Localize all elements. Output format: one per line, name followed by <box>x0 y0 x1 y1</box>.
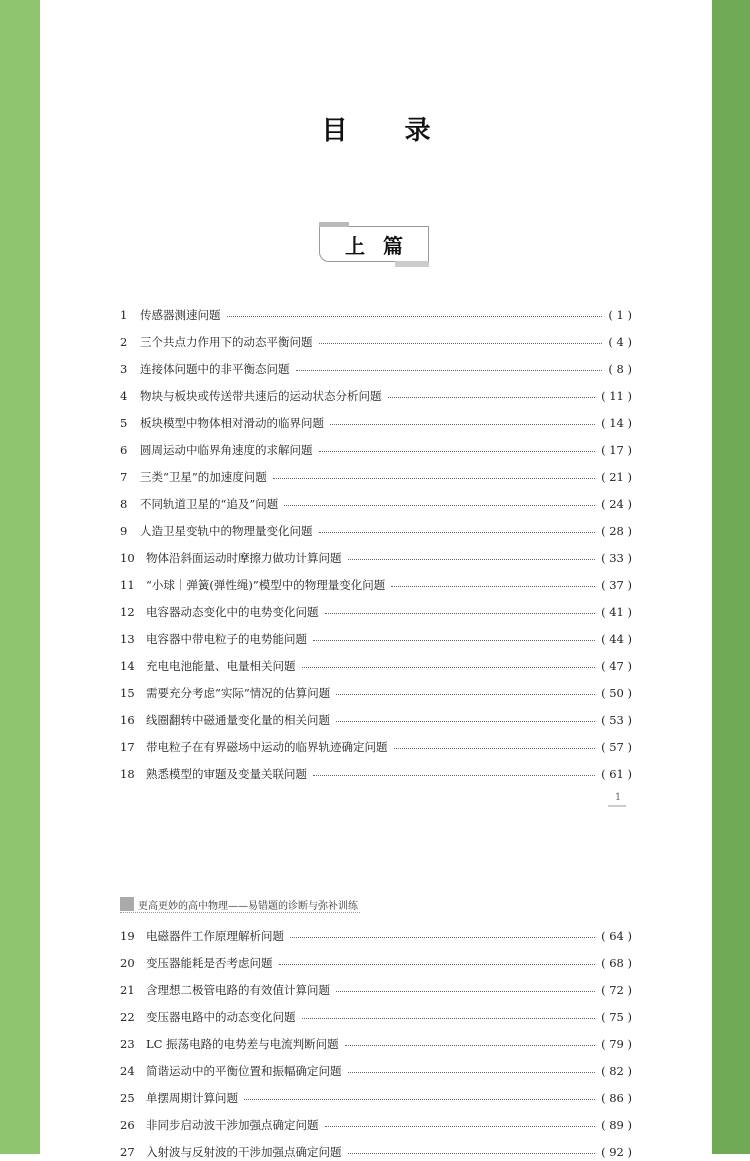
toc-entry-page: ( 92 ) <box>601 1145 632 1159</box>
page-number: 1 <box>614 792 622 803</box>
toc-entry-number: 15 <box>120 686 135 700</box>
toc-entry[interactable] <box>120 657 632 675</box>
toc-entry[interactable] <box>120 1116 632 1134</box>
toc-leader-dots <box>325 612 596 614</box>
toc-entry-number: 1 <box>120 308 128 322</box>
toc-leader-dots <box>244 1098 595 1100</box>
toc-leader-dots <box>319 450 596 452</box>
toc-leader-dots <box>290 936 595 938</box>
toc-entry-title: 圆周运动中临界角速度的求解问题 <box>140 443 313 457</box>
toc-entry-number: 16 <box>120 713 135 727</box>
toc-entry-page: ( 8 ) <box>608 362 632 376</box>
toc-entry-page: ( 89 ) <box>601 1118 632 1132</box>
toc-entry[interactable] <box>120 954 632 972</box>
toc-entry-number: 13 <box>120 632 135 646</box>
toc-entry[interactable] <box>120 630 632 648</box>
toc-entry-page: ( 37 ) <box>601 578 632 592</box>
toc-entry-number: 12 <box>120 605 135 619</box>
right-green-margin <box>712 0 750 1154</box>
toc-entry-title: 不同轨道卫星的“追及”问题 <box>140 497 279 511</box>
toc-entry-title: 变压器能耗是否考虑问题 <box>146 956 273 970</box>
toc-entry-title: 熟悉模型的审题及变量关联问题 <box>146 767 307 781</box>
toc-entry[interactable] <box>120 981 632 999</box>
toc-entry-page: ( 1 ) <box>608 308 632 322</box>
section-heading-label: 上篇 <box>345 233 421 258</box>
toc-entry-title: 需要充分考虑“实际”情况的估算问题 <box>146 686 331 700</box>
running-header-text: 更高更妙的高中物理——易错题的诊断与弥补训练 <box>138 900 358 912</box>
toc-leader-dots <box>279 963 596 965</box>
toc-entry-title: 变压器电路中的动态变化问题 <box>146 1010 296 1024</box>
toc-entry-page: ( 4 ) <box>608 335 632 349</box>
toc-entry-number: 14 <box>120 659 135 673</box>
toc-entry-title: 单摆周期计算问题 <box>146 1091 238 1105</box>
toc-entry-title: LC 振荡电路的电势差与电流判断问题 <box>146 1037 339 1051</box>
toc-entry-title: “小球｜弹簧(弹性绳)”模型中的物理量变化问题 <box>146 578 386 592</box>
toc-entry-page: ( 24 ) <box>601 497 632 511</box>
toc-entry-page: ( 82 ) <box>601 1064 632 1078</box>
toc-entry-page: ( 53 ) <box>601 713 632 727</box>
toc-entry-number: 11 <box>120 578 135 592</box>
toc-entry-page: ( 41 ) <box>601 605 632 619</box>
toc-leader-dots <box>348 558 596 560</box>
toc-entry-page: ( 72 ) <box>601 983 632 997</box>
toc-entry-page: ( 86 ) <box>601 1091 632 1105</box>
toc-entry-title: 线圈翻转中磁通量变化量的相关问题 <box>146 713 330 727</box>
toc-entry[interactable] <box>120 711 632 729</box>
toc-entry-title: 电磁器件工作原理解析问题 <box>146 929 284 943</box>
toc-entry-number: 21 <box>120 983 135 997</box>
toc-leader-dots <box>319 342 603 344</box>
toc-entry-page: ( 21 ) <box>601 470 632 484</box>
toc-leader-dots <box>302 666 596 668</box>
toc-entry-number: 3 <box>120 362 128 376</box>
toc-entry-number: 23 <box>120 1037 135 1051</box>
toc-entry-page: ( 50 ) <box>601 686 632 700</box>
toc-entry-number: 22 <box>120 1010 135 1024</box>
toc-entry[interactable] <box>120 549 632 567</box>
toc-entry-title: 电容器中带电粒子的电势能问题 <box>146 632 307 646</box>
toc-leader-dots <box>388 396 596 398</box>
toc-entry-page: ( 44 ) <box>601 632 632 646</box>
running-header <box>120 896 358 912</box>
toc-entry-page: ( 33 ) <box>601 551 632 565</box>
toc-entry-page: ( 75 ) <box>601 1010 632 1024</box>
toc-entry-number: 2 <box>120 335 128 349</box>
toc-entry-title: 物体沿斜面运动时摩擦力做功计算问题 <box>146 551 342 565</box>
toc-entry[interactable] <box>120 1089 632 1107</box>
toc-entry-title: 简谐运动中的平衡位置和振幅确定问题 <box>146 1064 342 1078</box>
toc-entry-number: 10 <box>120 551 135 565</box>
toc-entry[interactable] <box>120 765 632 783</box>
toc-leader-dots <box>284 504 595 506</box>
toc-leader-dots <box>319 531 596 533</box>
toc-entry[interactable] <box>120 1062 632 1080</box>
toc-entry-page: ( 64 ) <box>601 929 632 943</box>
toc-entry-page: ( 14 ) <box>601 416 632 430</box>
toc-entry[interactable] <box>120 333 632 351</box>
section-heading <box>319 226 429 262</box>
toc-leader-dots <box>391 585 595 587</box>
toc-entry-title: 充电电池能量、电量相关问题 <box>146 659 296 673</box>
toc-entry-number: 24 <box>120 1064 135 1078</box>
toc-entry-title: 非同步启动波干涉加强点确定问题 <box>146 1118 319 1132</box>
toc-entry-title: 板块模型中物体相对滑动的临界问题 <box>140 416 324 430</box>
toc-entry[interactable] <box>120 603 632 621</box>
toc-entry-number: 26 <box>120 1118 135 1132</box>
toc-entry-number: 7 <box>120 470 128 484</box>
toc-entry[interactable] <box>120 522 632 540</box>
toc-title: 目 录 <box>321 116 455 146</box>
toc-entry[interactable] <box>120 738 632 756</box>
toc-entry-number: 20 <box>120 956 135 970</box>
toc-leader-dots <box>273 477 595 479</box>
toc-entry-number: 4 <box>120 389 128 403</box>
toc-entry-number: 25 <box>120 1091 135 1105</box>
toc-leader-dots <box>313 639 595 641</box>
left-green-margin <box>0 0 40 1154</box>
toc-entry[interactable] <box>120 441 632 459</box>
running-header-rule <box>120 912 360 913</box>
toc-leader-dots <box>345 1044 595 1046</box>
toc-entry-number: 19 <box>120 929 135 943</box>
toc-entry-number: 18 <box>120 767 135 781</box>
toc-entry-number: 27 <box>120 1145 135 1159</box>
toc-entry-page: ( 28 ) <box>601 524 632 538</box>
toc-entry-page: ( 61 ) <box>601 767 632 781</box>
toc-leader-dots <box>394 747 596 749</box>
toc-entry[interactable] <box>120 1008 632 1026</box>
document-page <box>40 0 712 1159</box>
section-heading-accent-top <box>319 222 349 227</box>
toc-entry-title: 物块与板块或传送带共速后的运动状态分析问题 <box>140 389 382 403</box>
toc-entry[interactable] <box>120 684 632 702</box>
toc-entry[interactable] <box>120 468 632 486</box>
toc-entry[interactable] <box>120 495 632 513</box>
toc-leader-dots <box>302 1017 596 1019</box>
toc-entry-number: 9 <box>120 524 128 538</box>
toc-leader-dots <box>336 720 595 722</box>
toc-entry-title: 带电粒子在有界磁场中运动的临界轨迹确定问题 <box>146 740 388 754</box>
toc-entry-title: 三类“卫星”的加速度问题 <box>140 470 267 484</box>
toc-entry-title: 含理想二极管电路的有效值计算问题 <box>146 983 330 997</box>
toc-entry-number: 8 <box>120 497 128 511</box>
toc-entry-page: ( 11 ) <box>601 389 632 403</box>
toc-entry-page: ( 17 ) <box>601 443 632 457</box>
toc-entry-title: 电容器动态变化中的电势变化问题 <box>146 605 319 619</box>
toc-entry[interactable] <box>120 414 632 432</box>
toc-leader-dots <box>313 774 595 776</box>
toc-entry-number: 6 <box>120 443 128 457</box>
section-heading-accent-bottom <box>395 261 429 267</box>
toc-entry-number: 17 <box>120 740 135 754</box>
toc-leader-dots <box>336 693 595 695</box>
running-header-marker <box>120 897 134 911</box>
toc-entry-title: 人造卫星变轨中的物理量变化问题 <box>140 524 313 538</box>
toc-entry-number: 5 <box>120 416 128 430</box>
toc-leader-dots <box>325 1125 596 1127</box>
toc-entry[interactable] <box>120 576 632 594</box>
toc-entry-page: ( 79 ) <box>601 1037 632 1051</box>
toc-entry[interactable] <box>120 1143 632 1161</box>
toc-entry[interactable] <box>120 1035 632 1053</box>
toc-entry-title: 入射波与反射波的干涉加强点确定问题 <box>146 1145 342 1159</box>
toc-entry[interactable] <box>120 387 632 405</box>
toc-entry-page: ( 68 ) <box>601 956 632 970</box>
toc-leader-dots <box>348 1071 596 1073</box>
toc-entry[interactable] <box>120 927 632 945</box>
page-number-rule <box>608 805 626 807</box>
toc-leader-dots <box>330 423 595 425</box>
toc-entry-page: ( 57 ) <box>601 740 632 754</box>
toc-leader-dots <box>227 315 603 317</box>
toc-entry-title: 三个共点力作用下的动态平衡问题 <box>140 335 313 349</box>
toc-entry[interactable] <box>120 360 632 378</box>
toc-leader-dots <box>296 369 603 371</box>
toc-entry[interactable] <box>120 306 632 324</box>
toc-entry-title: 传感器测速问题 <box>140 308 221 322</box>
toc-entry-title: 连接体问题中的非平衡态问题 <box>140 362 290 376</box>
toc-leader-dots <box>336 990 595 992</box>
toc-entry-page: ( 47 ) <box>601 659 632 673</box>
